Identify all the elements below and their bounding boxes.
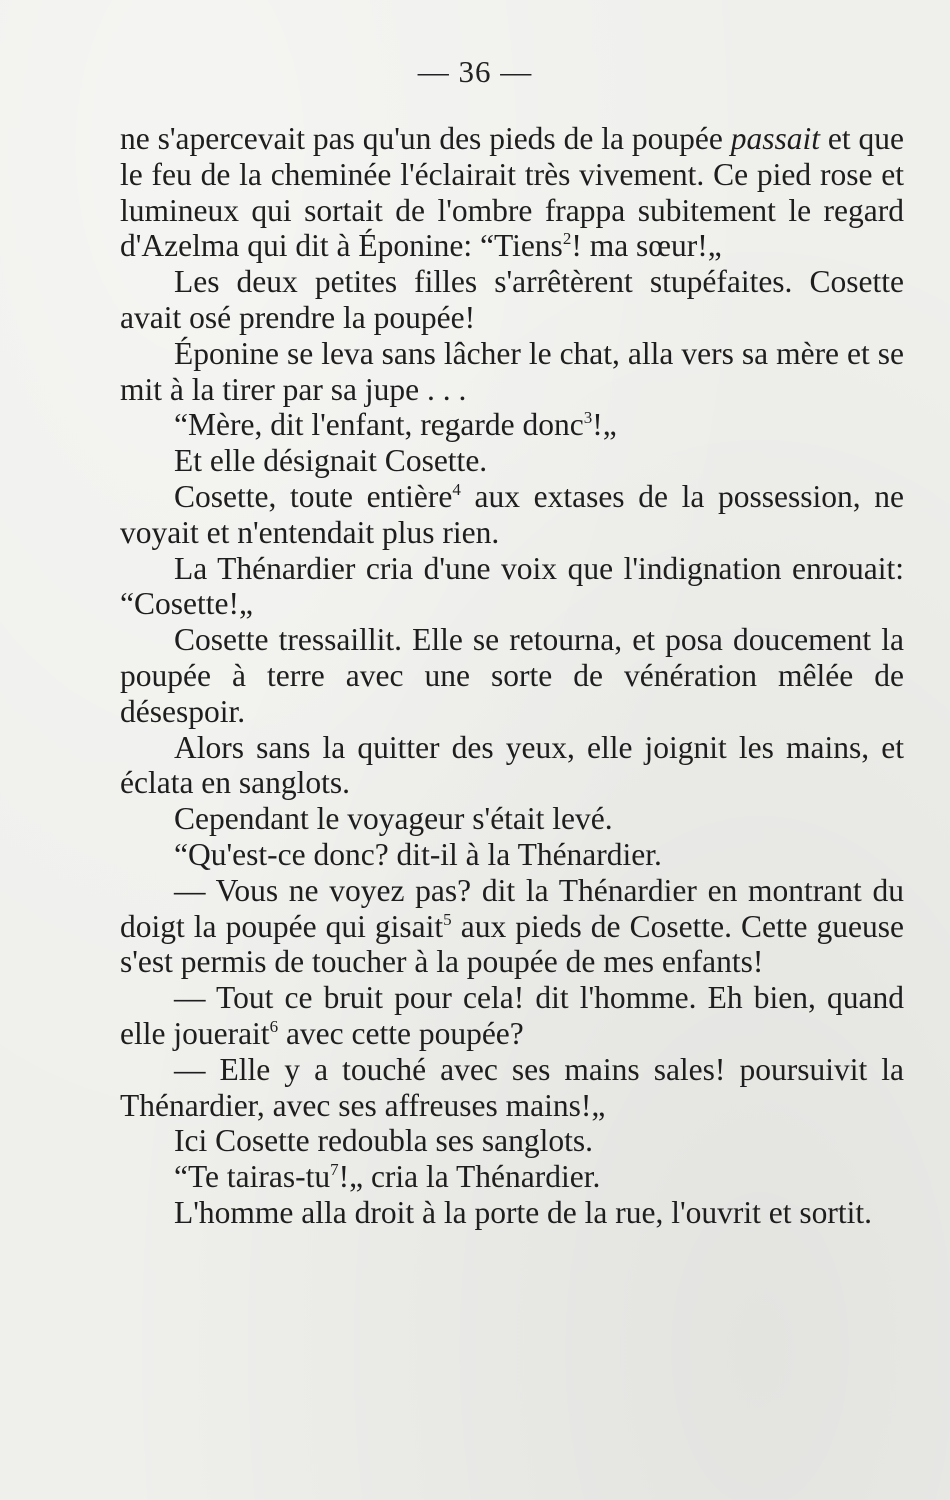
footnote-marker: 5 xyxy=(443,909,452,929)
text-run: “Te tairas-tu xyxy=(174,1159,331,1195)
text-run: aux pieds de Cosette. Cette gueuse s'est permis de toucher à la poupée de mes enfants! xyxy=(120,908,905,980)
text-run: !„ xyxy=(592,407,617,443)
footnote-marker: 3 xyxy=(583,408,593,428)
footnote-marker: 2 xyxy=(562,229,572,249)
text-run: — Tout ce bruit pour cela! dit l'homme. Eh bien, quand elle jouerait xyxy=(120,980,904,1051)
italic-word: passait xyxy=(730,121,820,156)
text-run: avec cette poupée? xyxy=(278,1015,524,1051)
paragraph: Cependant le voyageur s'était levé. xyxy=(174,801,613,837)
paragraph-continuation xyxy=(120,121,904,264)
body-text xyxy=(120,121,904,1231)
text-run: “Mère, dit l'enfant, regarde donc xyxy=(174,407,584,443)
text-run: Cosette, toute entière xyxy=(174,478,453,514)
footnote-marker: 4 xyxy=(452,479,461,499)
page-number: — 36 — xyxy=(417,54,533,89)
paragraph xyxy=(120,1159,904,1195)
paragraph: Et elle désignait Cosette. xyxy=(174,443,488,479)
paragraph: “Qu'est-ce donc? dit-il à la Thénardier. xyxy=(174,836,662,872)
paragraph: Les deux petites filles s'arrêtèrent stupéfaites. Cosette avait osé prendre la poupée! xyxy=(120,264,904,335)
paragraph: La Thénardier cria d'une voix que l'indignation enrouait: “Cosette!„ xyxy=(120,550,904,622)
paragraph: Alors sans la quitter des yeux, elle joignit les mains, et éclata en sanglots. xyxy=(120,729,904,801)
footnote-marker: 7 xyxy=(330,1160,339,1180)
text-run: — Vous ne voyez pas? dit la Thénardier en montrant du doigt la poupée qui gisait xyxy=(120,872,904,944)
paragraph xyxy=(120,407,904,443)
text-run: ! ma sœur!„ xyxy=(571,228,722,264)
paragraph xyxy=(120,980,904,1052)
paragraph: Cosette tressaillit. Elle se retourna, et posa doucement la poupée à terre avec une sorte de vénération mêlée de désespoir. xyxy=(120,622,904,729)
text-run: et que le feu de la cheminée l'éclairait très vivement. Ce pied rose et lumineux qui sortait de l'ombre frappa subitement le regard d'Azelma qui dit à Éponine: “Tiens xyxy=(120,121,905,264)
footnote-marker: 6 xyxy=(269,1016,279,1036)
text-run: ne s'apercevait pas qu'un des pieds de la poupée xyxy=(120,121,731,156)
paragraph: L'homme alla droit à la porte de la rue, l'ouvrit et sortit. xyxy=(174,1194,873,1230)
paragraph xyxy=(120,479,904,551)
paragraph: Éponine se leva sans lâcher le chat, alla vers sa mère et se mit à la tirer par sa jupe . . . xyxy=(120,335,904,407)
paragraph xyxy=(120,873,904,980)
paragraph: — Elle y a touché avec ses mains sales! poursuivit la Thénardier, avec ses affreuses mains!„ xyxy=(120,1051,904,1123)
paragraph: Ici Cosette redoubla ses sanglots. xyxy=(174,1123,594,1159)
text-run: !„ cria la Thénardier. xyxy=(338,1159,601,1195)
text-run: aux extases de la possession, ne voyait et n'entendait plus rien. xyxy=(120,478,904,550)
